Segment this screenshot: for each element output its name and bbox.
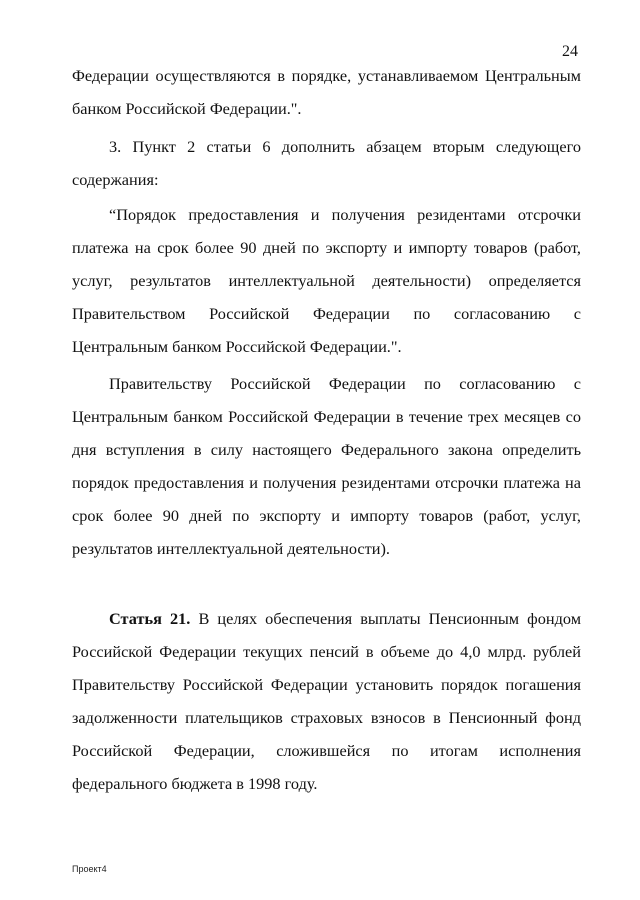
- paragraph-quoted-amendment: “Порядок предоставления и получения резидентами отсрочки платежа на срок более 90 дней по экспорту и импорту товаров (работ, услуг, результатов интеллектуальной деятельности) определяется Правительством Российской Федерации по согласованию с Центральным банком Российской Федерации.".: [72, 205, 581, 356]
- page-number: 24: [562, 43, 578, 60]
- paragraph-continuation: Федерации осуществляются в порядке, устанавливаемом Центральным банком Российской Федерации.".: [72, 66, 581, 118]
- document-footer: Проект4: [72, 864, 107, 874]
- article-text: В целях обеспечения выплаты Пенсионным фондом Российской Федерации текущих пенсий в объеме до 4,0 млрд. рублей Правительству Российской Федерации установить порядок погашения задолженности плательщиков страховых взносов в Пенсионный фонд Российской Федерации, сложившейся по итогам исполнения федерального бюджета в 1998 году.: [72, 609, 581, 793]
- paragraph-government-instruction: Правительству Российской Федерации по согласованию с Центральным банком Российской Федерации в течение трех месяцев со дня вступления в силу настоящего Федерального закона определить порядок предоставления и получения резидентами отсрочки платежа на срок более 90 дней по экспорту и импорту товаров (работ, услуг, результатов интеллектуальной деятельности).: [72, 374, 581, 558]
- article-heading: Статья 21.: [109, 609, 191, 628]
- paragraph-article-21: [72, 602, 581, 800]
- paragraph-amendment-clause-3: 3. Пункт 2 статьи 6 дополнить абзацем вторым следующего содержания:: [72, 137, 581, 189]
